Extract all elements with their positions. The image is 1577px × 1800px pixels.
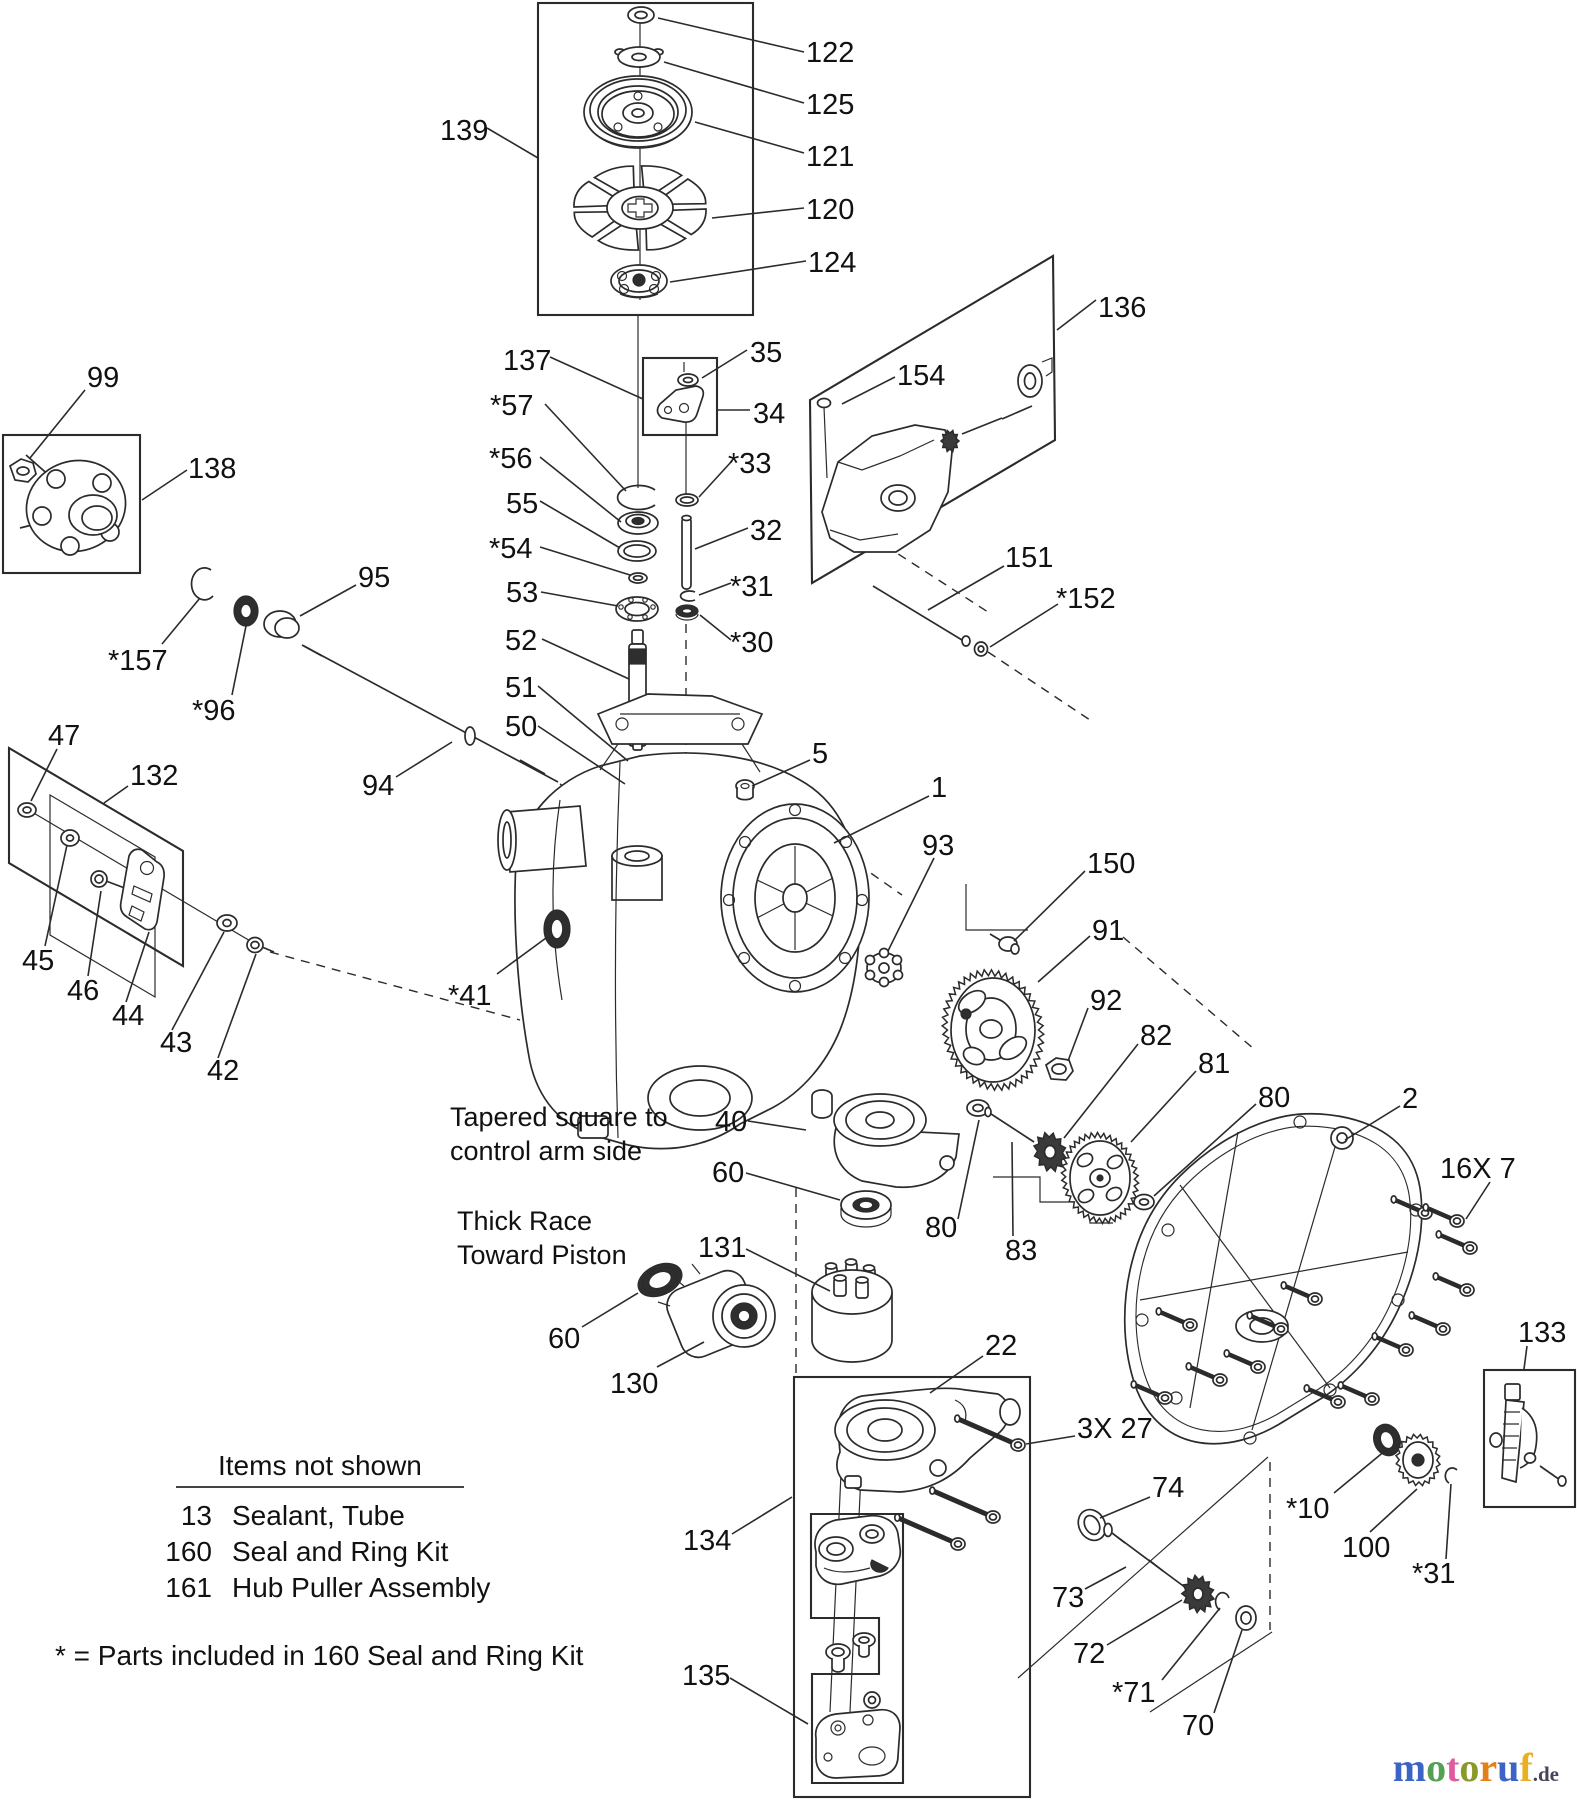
pump-40 xyxy=(812,1090,959,1187)
bolt-7 xyxy=(930,1487,1000,1523)
part-label-71: *71 xyxy=(1112,1677,1156,1709)
hub-124 xyxy=(611,265,667,298)
part-label-7: 16X 7 xyxy=(1440,1153,1516,1185)
coupling-93 xyxy=(866,949,903,987)
oil-plug-5 xyxy=(736,780,754,800)
part-label-33: *33 xyxy=(728,448,772,480)
final-gear-91 xyxy=(942,970,1044,1090)
arm-assembly xyxy=(657,374,703,422)
part-label-51: 51 xyxy=(505,672,538,704)
part-label-137: 137 xyxy=(503,345,552,377)
part-label-60b: 60 xyxy=(548,1323,581,1355)
items-not-shown-block xyxy=(160,1450,490,1606)
brake-lever-133 xyxy=(1490,1384,1566,1486)
leader-60a xyxy=(746,1173,840,1200)
leader-72 xyxy=(1107,1600,1182,1645)
valve-kit-135 xyxy=(815,1516,900,1778)
leader-96 xyxy=(232,626,246,695)
part-label-139: 139 xyxy=(440,115,489,147)
part-label-46: 46 xyxy=(67,975,100,1007)
leader-99 xyxy=(30,390,85,458)
leader-27 xyxy=(1026,1436,1075,1444)
part-label-45: 45 xyxy=(22,945,55,977)
motoruf-domain-suffix: .de xyxy=(1532,1762,1559,1786)
leader-7 xyxy=(1466,1182,1490,1219)
motor-shaft-73 xyxy=(1104,1524,1186,1589)
bracket-44 xyxy=(121,849,165,929)
part-label-134: 134 xyxy=(683,1525,732,1557)
pump-cover-assembly xyxy=(815,1516,900,1585)
leader-73 xyxy=(1085,1567,1126,1589)
leader-52 xyxy=(542,639,629,679)
axle-tube xyxy=(506,806,586,872)
bevel-pinion-72 xyxy=(1182,1575,1214,1612)
part-label-43: 43 xyxy=(160,1027,193,1059)
leader-55 xyxy=(540,501,620,548)
piston-block-131 xyxy=(812,1259,892,1362)
part-label-122: 122 xyxy=(806,37,855,69)
leader-82 xyxy=(1064,1044,1138,1138)
part-label-47: 47 xyxy=(48,720,81,752)
leader-57 xyxy=(545,404,626,491)
leader-22 xyxy=(930,1356,983,1393)
housing-flange xyxy=(721,804,869,992)
seal-30 xyxy=(676,605,698,620)
leader-136 xyxy=(1057,300,1096,330)
part-label-152: *152 xyxy=(1056,583,1116,615)
leader-124 xyxy=(670,261,806,282)
leader-56 xyxy=(540,457,621,522)
tapered-square-note: Tapered square to control arm side xyxy=(450,1102,668,1166)
leader-35 xyxy=(702,350,747,378)
leader-92 xyxy=(1068,1008,1088,1061)
leader-42 xyxy=(218,954,256,1058)
items-not-shown-table xyxy=(160,1498,490,1606)
bracket-group-132 xyxy=(18,803,274,953)
leader-132 xyxy=(104,786,128,803)
part-label-124: 124 xyxy=(808,247,857,279)
part-label-10: *10 xyxy=(1286,1493,1330,1525)
leader-120 xyxy=(712,208,804,218)
wheel-hub-assembly xyxy=(10,448,137,564)
leader-93 xyxy=(888,858,934,951)
axle-gear-group xyxy=(1369,1384,1566,1486)
bearing-53 xyxy=(616,597,658,621)
leader-53 xyxy=(541,592,618,606)
screw-154 xyxy=(818,399,831,408)
reduction-gear-81 xyxy=(1061,1133,1138,1224)
part-label-121: 121 xyxy=(806,141,855,173)
part-label-41: *41 xyxy=(448,980,492,1012)
leader-31b xyxy=(1446,1484,1451,1559)
part-label-95: 95 xyxy=(358,562,391,594)
cylinder-block-130 xyxy=(658,1264,775,1363)
part-label-1: 1 xyxy=(931,772,948,804)
leader-157 xyxy=(162,598,200,644)
part-label-132: 132 xyxy=(130,760,179,792)
leader-40 xyxy=(748,1121,806,1130)
control-pin-stack xyxy=(676,494,698,620)
part-label-133: 133 xyxy=(1518,1317,1567,1349)
leader-154 xyxy=(842,377,895,404)
shaft-83 xyxy=(988,1112,1034,1142)
leader-134 xyxy=(732,1497,792,1534)
clip-31 xyxy=(681,591,695,601)
part-label-150: 150 xyxy=(1087,848,1136,880)
not-shown-row xyxy=(160,1498,490,1534)
leader-135 xyxy=(730,1678,808,1724)
arm-34 xyxy=(657,386,703,422)
leader-122 xyxy=(658,18,804,52)
part-label-91: 91 xyxy=(1092,915,1125,947)
part-label-57: *57 xyxy=(490,390,534,422)
part-label-31b: *31 xyxy=(1412,1558,1456,1590)
part-label-42: 42 xyxy=(207,1055,240,1087)
part-label-35: 35 xyxy=(750,337,783,369)
part-label-131: 131 xyxy=(698,1232,747,1264)
snap-ring-157 xyxy=(192,568,213,600)
pin-32 xyxy=(682,516,691,590)
leader-151 xyxy=(928,566,1004,610)
leader-80b xyxy=(958,1120,979,1219)
part-label-44: 44 xyxy=(112,1000,145,1032)
leader-54 xyxy=(540,547,630,575)
leader-31a xyxy=(699,583,731,595)
nut-95 xyxy=(264,611,299,638)
bolt-7 xyxy=(1433,1273,1474,1296)
part-label-50: 50 xyxy=(505,711,538,743)
part-label-30: *30 xyxy=(730,627,774,659)
leader-133 xyxy=(1524,1346,1527,1369)
leader-150 xyxy=(1014,871,1085,941)
part-label-74: 74 xyxy=(1152,1472,1185,1504)
part-label-31a: *31 xyxy=(730,571,774,603)
not-shown-number: 160 xyxy=(165,1536,212,1567)
part-label-27: 3X 27 xyxy=(1077,1413,1153,1445)
part-label-125: 125 xyxy=(806,89,855,121)
part-label-94: 94 xyxy=(362,770,395,802)
part-label-136: 136 xyxy=(1098,292,1147,324)
motoruf-wordmark xyxy=(1393,1745,1533,1790)
part-label-138: 138 xyxy=(188,453,237,485)
bushing-56 xyxy=(618,512,658,534)
leader-152 xyxy=(990,604,1058,647)
part-label-70: 70 xyxy=(1182,1710,1215,1742)
leader-30 xyxy=(700,615,731,640)
leader-71 xyxy=(1162,1608,1220,1680)
items-not-shown-title: Items not shown xyxy=(176,1450,464,1488)
part-label-72: 72 xyxy=(1073,1638,1106,1670)
leader-94 xyxy=(396,742,452,777)
leader-91 xyxy=(1038,936,1090,982)
leader-74 xyxy=(1100,1497,1150,1518)
rod-151 xyxy=(873,586,962,640)
leader-83 xyxy=(1012,1142,1013,1236)
not-shown-number: 161 xyxy=(165,1572,212,1603)
leader-33 xyxy=(699,462,731,497)
part-label-5: 5 xyxy=(812,738,829,770)
logo-letter: u xyxy=(1497,1745,1520,1790)
logo-letter: f xyxy=(1519,1745,1533,1790)
part-label-96: *96 xyxy=(192,695,236,727)
pulley-121 xyxy=(584,76,692,148)
part-label-2: 2 xyxy=(1402,1083,1419,1115)
part-label-53: 53 xyxy=(506,577,539,609)
part-label-22: 22 xyxy=(985,1330,1018,1362)
part-label-157: *157 xyxy=(108,645,168,677)
part-label-80a: 80 xyxy=(1258,1082,1291,1114)
not-shown-name: Sealant, Tube xyxy=(232,1500,405,1531)
part-label-34: 34 xyxy=(753,398,786,430)
center-section-22 xyxy=(835,1388,1020,1492)
part-label-81: 81 xyxy=(1198,1048,1231,1080)
leader-139 xyxy=(487,128,538,158)
bearing-96 xyxy=(234,596,258,626)
leader-10 xyxy=(1334,1450,1386,1493)
part-label-154: 154 xyxy=(897,360,946,392)
axle-shaft-group xyxy=(192,568,558,782)
not-shown-row xyxy=(160,1534,490,1570)
not-shown-row xyxy=(160,1570,490,1606)
not-shown-name: Seal and Ring Kit xyxy=(232,1536,449,1567)
pin-42 xyxy=(247,938,274,953)
bolt-7 xyxy=(895,1514,965,1550)
shaft-seal-41 xyxy=(544,910,570,948)
part-label-83: 83 xyxy=(1005,1235,1038,1267)
leader-1 xyxy=(834,796,929,843)
thrust-race-60-upper xyxy=(841,1191,891,1227)
logo-letter: o xyxy=(1426,1745,1447,1790)
part-label-40: 40 xyxy=(715,1106,748,1138)
part-label-80b: 80 xyxy=(925,1212,958,1244)
logo-letter: m xyxy=(1392,1745,1427,1790)
thick-race-note: Thick Race Toward Piston xyxy=(457,1206,627,1270)
part-label-100: 100 xyxy=(1342,1532,1391,1564)
part-label-151: 151 xyxy=(1005,542,1054,574)
seal-kit-footnote: * = Parts included in 160 Seal and Ring Kit xyxy=(55,1640,584,1671)
leader-60b xyxy=(582,1293,638,1327)
part-label-99: 99 xyxy=(87,362,120,394)
part-label-130: 130 xyxy=(610,1368,659,1400)
clip-31-right xyxy=(1445,1468,1457,1483)
pump-shaft-stack xyxy=(616,486,658,793)
part-label-92: 92 xyxy=(1090,985,1123,1017)
leader-43 xyxy=(172,932,224,1030)
leader-137 xyxy=(550,357,643,399)
bolt-7 xyxy=(1409,1312,1450,1335)
brake-rod xyxy=(873,586,988,656)
axle-gear-100 xyxy=(1396,1434,1440,1485)
leader-46 xyxy=(88,891,101,976)
part-label-55: 55 xyxy=(506,488,539,520)
leader-70 xyxy=(1214,1630,1242,1713)
leader-95 xyxy=(300,585,356,616)
part-label-54: *54 xyxy=(489,533,533,565)
logo-letter: r xyxy=(1479,1745,1498,1790)
part-label-120: 120 xyxy=(806,194,855,226)
snap-ring-71 xyxy=(1216,1593,1229,1610)
part-label-93: 93 xyxy=(922,830,955,862)
leader-121 xyxy=(695,122,804,153)
bolt-7 xyxy=(1436,1231,1477,1254)
leader-32 xyxy=(695,528,748,549)
part-label-52: 52 xyxy=(505,625,538,657)
part-label-60a: 60 xyxy=(712,1157,745,1189)
nut-92 xyxy=(1046,1058,1073,1080)
part-label-135: 135 xyxy=(682,1660,731,1692)
motoruf-logo xyxy=(1392,1745,1559,1794)
not-shown-number: 13 xyxy=(180,1500,212,1531)
logo-letter: t xyxy=(1446,1745,1460,1790)
fitting-150 xyxy=(990,934,1019,954)
leader-100 xyxy=(1370,1489,1417,1532)
leader-131 xyxy=(746,1249,830,1291)
logo-letter: o xyxy=(1459,1745,1480,1790)
not-shown-name: Hub Puller Assembly xyxy=(232,1572,491,1603)
part-label-73: 73 xyxy=(1052,1582,1085,1614)
part-label-56: *56 xyxy=(489,443,533,475)
leader-138 xyxy=(142,470,187,500)
part-label-82: 82 xyxy=(1140,1020,1173,1052)
part-label-32: 32 xyxy=(750,515,783,547)
bottom-plate xyxy=(816,1710,900,1778)
leader-81 xyxy=(1131,1071,1196,1142)
